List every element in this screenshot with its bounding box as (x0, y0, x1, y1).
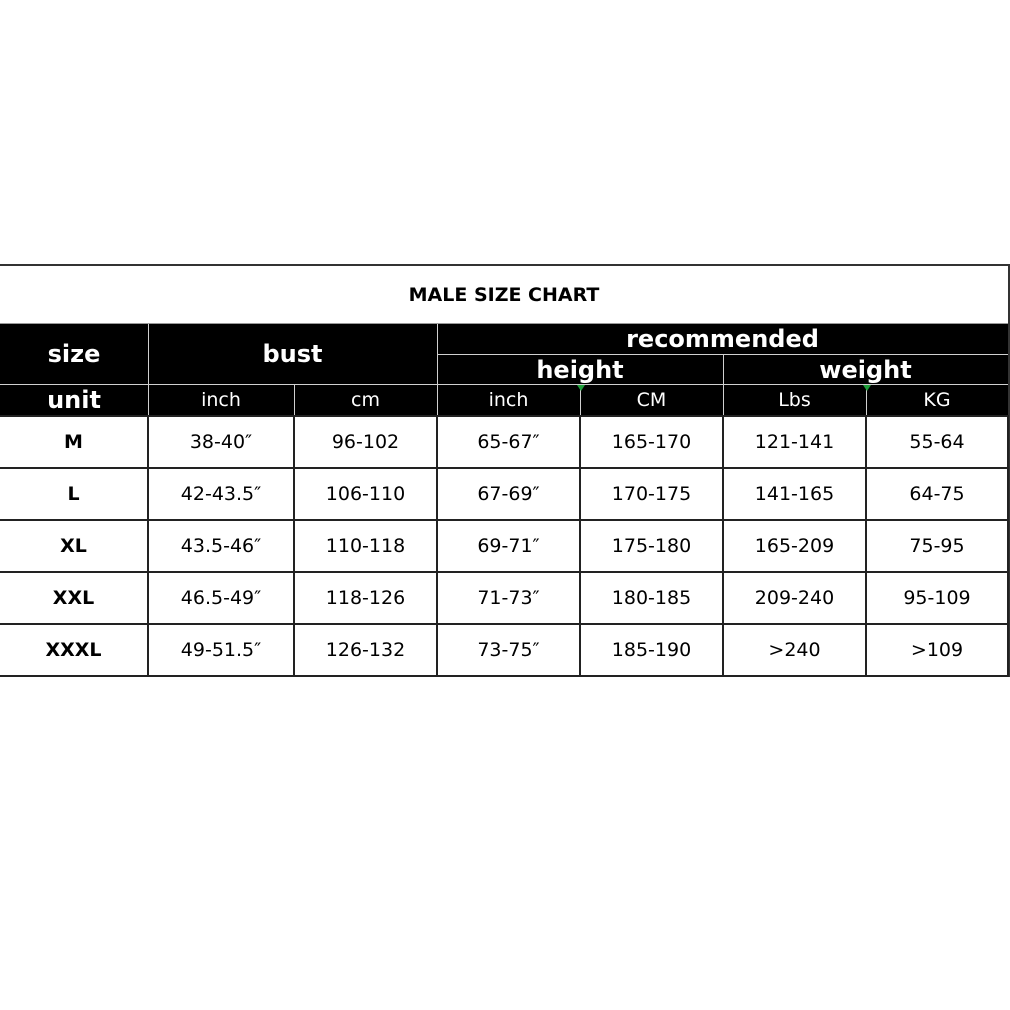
unit-weight-lbs: Lbs (778, 389, 811, 411)
cell-bust-cm: 126-132 (294, 624, 437, 676)
unit-bust-inch: inch (201, 389, 241, 411)
table-row (0, 468, 1008, 520)
cell-bust-inch: 49-51.5″ (148, 624, 294, 676)
table-row (0, 416, 1008, 468)
unit-weight-kg: KG (923, 389, 951, 411)
cell-size: XXXL (0, 624, 148, 676)
divider (723, 355, 724, 415)
cell-bust-inch: 42-43.5″ (148, 468, 294, 520)
cell-weight-lbs: 209-240 (723, 572, 866, 624)
unit-bust-cm: cm (351, 389, 380, 411)
cell-weight-kg: 64-75 (866, 468, 1008, 520)
cell-height-inch: 65-67″ (437, 416, 580, 468)
chart-title: MALE SIZE CHART (0, 266, 1008, 324)
header-unit: unit (47, 386, 101, 414)
cell-weight-kg: 75-95 (866, 520, 1008, 572)
cell-weight-kg: >109 (866, 624, 1008, 676)
cell-height-inch: 73-75″ (437, 624, 580, 676)
table-row (0, 624, 1008, 676)
unit-height-cm: CM (636, 389, 667, 411)
cell-height-cm: 165-170 (580, 416, 723, 468)
header-size: size (47, 340, 101, 368)
header-recommended: recommended (626, 325, 819, 353)
comment-marker-icon (577, 385, 585, 391)
unit-height-inch: inch (488, 389, 529, 411)
table-row (0, 572, 1008, 624)
cell-height-inch: 71-73″ (437, 572, 580, 624)
header-bust: bust (262, 340, 323, 368)
cell-height-cm: 175-180 (580, 520, 723, 572)
cell-size: XL (0, 520, 148, 572)
cell-bust-cm: 110-118 (294, 520, 437, 572)
cell-weight-lbs: 141-165 (723, 468, 866, 520)
cell-bust-inch: 43.5-46″ (148, 520, 294, 572)
cell-bust-cm: 106-110 (294, 468, 437, 520)
cell-bust-cm: 96-102 (294, 416, 437, 468)
cell-weight-lbs: 165-209 (723, 520, 866, 572)
cell-size: XXL (0, 572, 148, 624)
cell-height-cm: 185-190 (580, 624, 723, 676)
cell-bust-inch: 38-40″ (148, 416, 294, 468)
header-weight: weight (819, 356, 912, 384)
header-band (0, 324, 1008, 415)
size-data-table (0, 415, 1009, 677)
cell-weight-lbs: >240 (723, 624, 866, 676)
cell-height-inch: 69-71″ (437, 520, 580, 572)
divider (437, 354, 1008, 355)
size-chart-table (0, 264, 1010, 677)
divider (294, 385, 295, 415)
divider (0, 384, 1008, 385)
cell-weight-kg: 55-64 (866, 416, 1008, 468)
header-height: height (536, 356, 624, 384)
cell-bust-cm: 118-126 (294, 572, 437, 624)
cell-weight-kg: 95-109 (866, 572, 1008, 624)
cell-height-cm: 180-185 (580, 572, 723, 624)
comment-marker-icon (863, 385, 871, 391)
divider (437, 324, 438, 415)
cell-weight-lbs: 121-141 (723, 416, 866, 468)
cell-size: M (0, 416, 148, 468)
cell-height-cm: 170-175 (580, 468, 723, 520)
cell-height-inch: 67-69″ (437, 468, 580, 520)
table-row (0, 520, 1008, 572)
divider (148, 324, 149, 415)
cell-bust-inch: 46.5-49″ (148, 572, 294, 624)
cell-size: L (0, 468, 148, 520)
